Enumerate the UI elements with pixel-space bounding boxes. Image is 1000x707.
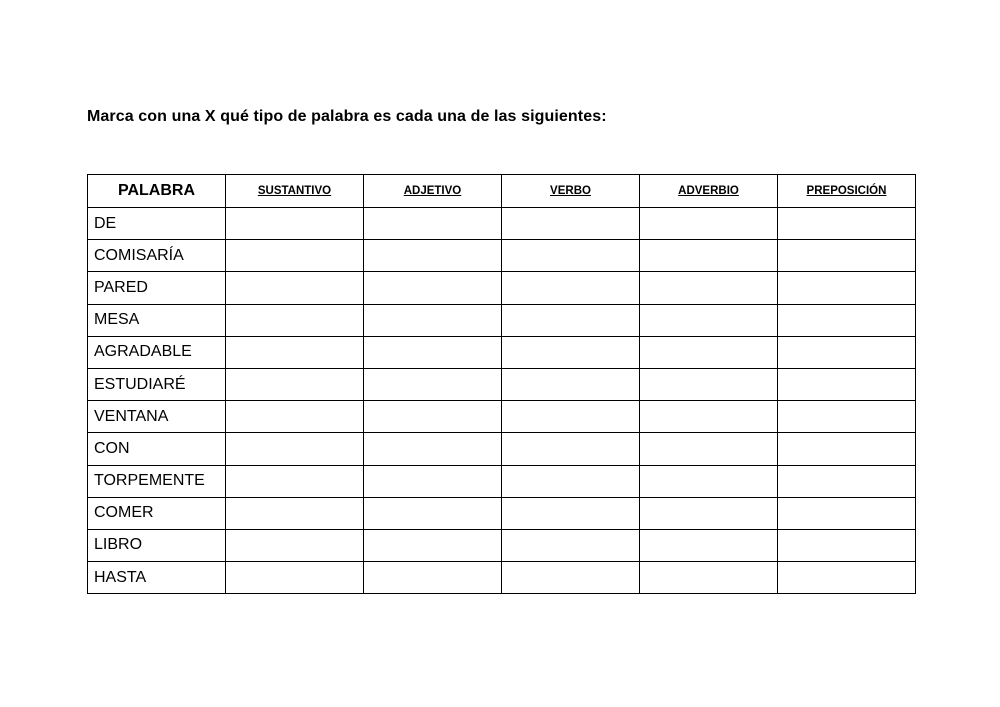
mark-cell-adverbio[interactable] <box>640 208 778 240</box>
mark-cell-verbo[interactable] <box>502 401 640 433</box>
mark-cell-sustantivo[interactable] <box>226 336 364 368</box>
mark-cell-adjetivo[interactable] <box>364 401 502 433</box>
mark-cell-adverbio[interactable] <box>640 272 778 304</box>
table-row <box>88 368 916 400</box>
header-adjetivo: ADJETIVO <box>364 175 502 208</box>
mark-cell-adverbio[interactable] <box>640 433 778 465</box>
mark-cell-adverbio[interactable] <box>640 336 778 368</box>
mark-cell-adjetivo[interactable] <box>364 272 502 304</box>
mark-cell-verbo[interactable] <box>502 240 640 272</box>
mark-cell-adverbio[interactable] <box>640 562 778 594</box>
word-cell: COMISARÍA <box>88 240 226 272</box>
mark-cell-preposicion[interactable] <box>778 336 916 368</box>
mark-cell-adjetivo[interactable] <box>364 304 502 336</box>
mark-cell-preposicion[interactable] <box>778 304 916 336</box>
word-cell: CON <box>88 433 226 465</box>
table-row <box>88 529 916 561</box>
mark-cell-adjetivo[interactable] <box>364 465 502 497</box>
word-cell: ESTUDIARÉ <box>88 368 226 400</box>
table-row <box>88 433 916 465</box>
mark-cell-sustantivo[interactable] <box>226 208 364 240</box>
word-cell: MESA <box>88 304 226 336</box>
mark-cell-adjetivo[interactable] <box>364 562 502 594</box>
word-cell: DE <box>88 208 226 240</box>
table-row <box>88 208 916 240</box>
mark-cell-preposicion[interactable] <box>778 529 916 561</box>
mark-cell-adverbio[interactable] <box>640 465 778 497</box>
mark-cell-sustantivo[interactable] <box>226 401 364 433</box>
mark-cell-adverbio[interactable] <box>640 497 778 529</box>
mark-cell-preposicion[interactable] <box>778 433 916 465</box>
mark-cell-preposicion[interactable] <box>778 208 916 240</box>
mark-cell-adjetivo[interactable] <box>364 208 502 240</box>
mark-cell-verbo[interactable] <box>502 497 640 529</box>
mark-cell-verbo[interactable] <box>502 465 640 497</box>
mark-cell-verbo[interactable] <box>502 562 640 594</box>
table-row <box>88 465 916 497</box>
mark-cell-adjetivo[interactable] <box>364 497 502 529</box>
mark-cell-sustantivo[interactable] <box>226 497 364 529</box>
mark-cell-verbo[interactable] <box>502 272 640 304</box>
mark-cell-adverbio[interactable] <box>640 529 778 561</box>
mark-cell-adjetivo[interactable] <box>364 368 502 400</box>
table-row <box>88 304 916 336</box>
mark-cell-preposicion[interactable] <box>778 368 916 400</box>
word-cell: COMER <box>88 497 226 529</box>
mark-cell-adjetivo[interactable] <box>364 529 502 561</box>
mark-cell-adjetivo[interactable] <box>364 336 502 368</box>
mark-cell-sustantivo[interactable] <box>226 272 364 304</box>
mark-cell-verbo[interactable] <box>502 433 640 465</box>
header-verbo: VERBO <box>502 175 640 208</box>
mark-cell-preposicion[interactable] <box>778 240 916 272</box>
mark-cell-verbo[interactable] <box>502 368 640 400</box>
table-row <box>88 401 916 433</box>
mark-cell-verbo[interactable] <box>502 304 640 336</box>
mark-cell-sustantivo[interactable] <box>226 240 364 272</box>
mark-cell-preposicion[interactable] <box>778 562 916 594</box>
table-row <box>88 336 916 368</box>
mark-cell-sustantivo[interactable] <box>226 465 364 497</box>
table-row <box>88 272 916 304</box>
mark-cell-adverbio[interactable] <box>640 401 778 433</box>
header-row <box>88 175 916 208</box>
header-sustantivo: SUSTANTIVO <box>226 175 364 208</box>
instruction-text: Marca con una X qué tipo de palabra es cada una de las siguientes: <box>87 108 607 125</box>
table-row <box>88 497 916 529</box>
mark-cell-adjetivo[interactable] <box>364 433 502 465</box>
word-cell: TORPEMENTE <box>88 465 226 497</box>
mark-cell-sustantivo[interactable] <box>226 433 364 465</box>
mark-cell-sustantivo[interactable] <box>226 562 364 594</box>
word-cell: HASTA <box>88 562 226 594</box>
mark-cell-sustantivo[interactable] <box>226 529 364 561</box>
mark-cell-preposicion[interactable] <box>778 272 916 304</box>
mark-cell-preposicion[interactable] <box>778 401 916 433</box>
mark-cell-verbo[interactable] <box>502 529 640 561</box>
mark-cell-preposicion[interactable] <box>778 465 916 497</box>
mark-cell-adverbio[interactable] <box>640 240 778 272</box>
mark-cell-sustantivo[interactable] <box>226 304 364 336</box>
mark-cell-adverbio[interactable] <box>640 304 778 336</box>
mark-cell-verbo[interactable] <box>502 336 640 368</box>
mark-cell-verbo[interactable] <box>502 208 640 240</box>
header-adverbio: ADVERBIO <box>640 175 778 208</box>
mark-cell-preposicion[interactable] <box>778 497 916 529</box>
table-row <box>88 562 916 594</box>
mark-cell-adjetivo[interactable] <box>364 240 502 272</box>
table-row <box>88 240 916 272</box>
word-cell: PARED <box>88 272 226 304</box>
word-cell: AGRADABLE <box>88 336 226 368</box>
word-cell: LIBRO <box>88 529 226 561</box>
word-classification-table <box>87 174 916 594</box>
mark-cell-adverbio[interactable] <box>640 368 778 400</box>
header-palabra: PALABRA <box>88 175 226 208</box>
word-cell: VENTANA <box>88 401 226 433</box>
header-preposicion: PREPOSICIÓN <box>778 175 916 208</box>
mark-cell-sustantivo[interactable] <box>226 368 364 400</box>
